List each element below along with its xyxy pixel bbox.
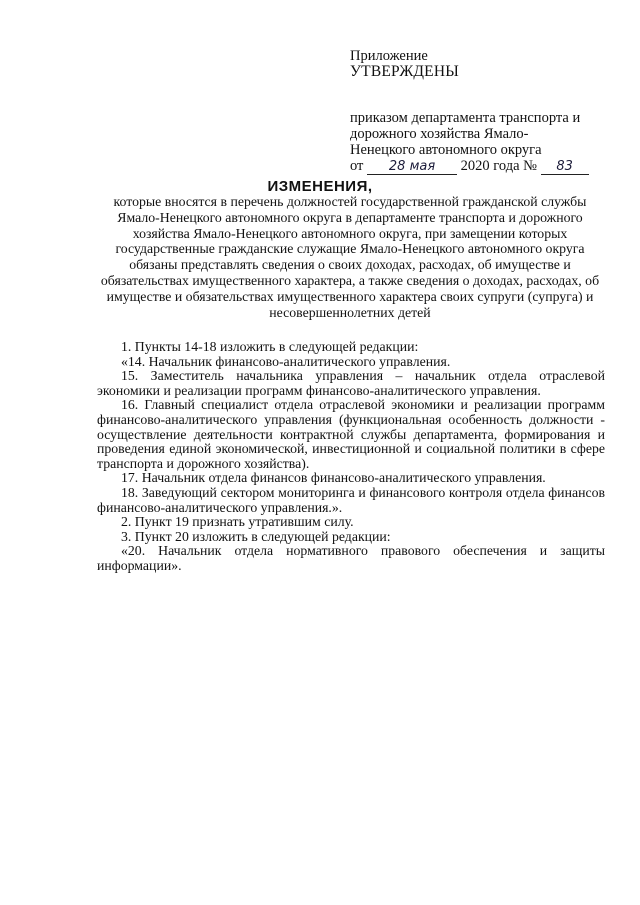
paragraph: 3. Пункт 20 изложить в следующей редакции: (121, 528, 391, 544)
date-prefix: от (350, 158, 364, 174)
appendix-label: Приложение (350, 48, 428, 64)
document-body (97, 340, 605, 574)
approval-block (350, 48, 620, 175)
handwritten-date: 28 мая (367, 160, 457, 175)
date-year: 2020 года № (460, 158, 537, 174)
order-line-3: Ненецкого автономного округа (350, 142, 542, 158)
document-subtitle: которые вносятся в перечень должностей государственной гражданской службы Ямало-Ненецкого автономного округа в департаменте транспорта и дорожного хозяйства Ямало-Ненецкого автономного округа, при замещении которых государственные гражданские служащие Ямало-Ненецкого автономного округа обязаны представлять сведения о своих доходах, расходах, об имуществе и обязательствах имущественного характера, а также сведения о доходах, расходах, об имуществе и обязательствах имущественного характера своих супруги (супруга) и несовершеннолетних детей (100, 194, 600, 320)
approved-label: УТВЕРЖДЕНЫ (350, 63, 459, 80)
paragraph: «20. Начальник отдела нормативного правового обеспечения и защиты информации». (97, 543, 605, 573)
paragraph: 15. Заместитель начальника управления – начальник отдела отраслевой экономики и реализации программ финансово-аналитического управления. (97, 368, 605, 398)
handwritten-order-number: 83 (541, 160, 589, 175)
paragraph: 1. Пункты 14-18 изложить в следующей редакции: (121, 339, 419, 354)
paragraph: 18. Заведующий сектором мониторинга и финансового контроля отдела финансов финансово-аналитического управления.». (97, 484, 605, 515)
order-line-2: дорожного хозяйства Ямало- (350, 126, 529, 142)
paragraph: 2. Пункт 19 признать утратившим силу. (121, 514, 354, 530)
paragraph: «14. Начальник финансово-аналитического управления. (121, 353, 451, 369)
order-date-line (350, 158, 620, 175)
document-title: ИЗМЕНЕНИЯ, (267, 178, 373, 195)
paragraph: 16. Главный специалист отдела отраслевой экономики и реализации программ финансово-аналитического управления (функциональная особенность должности - осуществление деятельности контрактной службы департамента, формирования и проведения единой экономической, инвестиционной и социальной политики в сфере транспорта и дорожного хозяйства). (97, 397, 605, 471)
paragraph: 17. Начальник отдела финансов финансово-аналитического управления. (121, 470, 546, 486)
order-line-1: приказом департамента транспорта и (350, 110, 581, 126)
